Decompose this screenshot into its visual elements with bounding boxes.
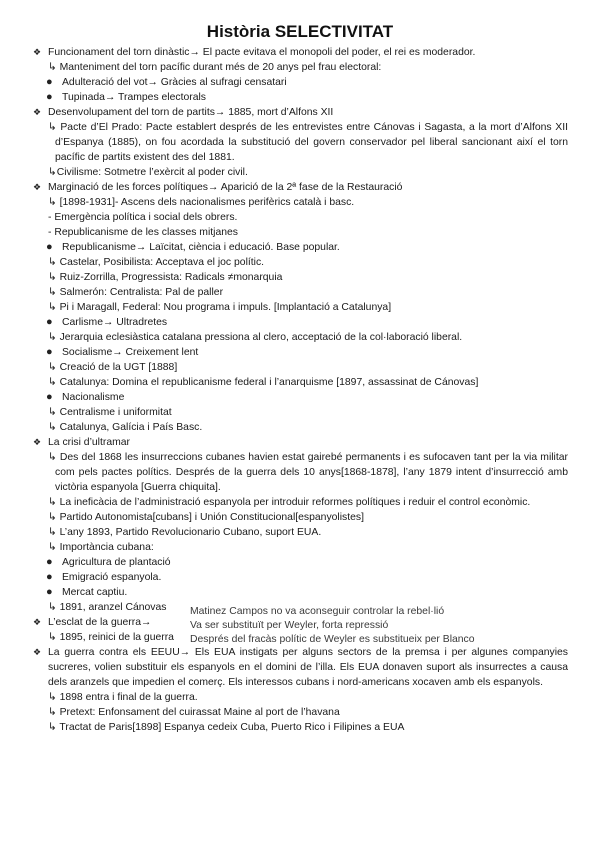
list-item: ↳ Salmerón: Centralista: Pal de paller: [48, 287, 224, 298]
list-item: ↳ L’any 1893, Partido Revolucionario Cubano, suport EUA.: [48, 527, 322, 538]
diamond-bullet-icon: ❖: [33, 47, 42, 57]
list-item: ↳ 1898 entra i final de la guerra.: [48, 692, 198, 703]
dot-bullet-icon: ●: [46, 76, 53, 88]
diamond-bullet-icon: ❖: [33, 107, 42, 117]
list-item: ❖ Desenvolupament del torn de partits→ 1885, mort d’Alfons XII: [33, 107, 334, 118]
list-item: ● Socialisme→ Creixement lent: [46, 346, 199, 358]
list-item: ❖ La crisi d’ultramar: [33, 437, 130, 448]
side-note-line: Després del fracàs polític de Weyler es substitueix per Blanco: [190, 634, 475, 645]
list-item: ↳ Manteniment del torn pacífic durant més de 20 anys pel frau electoral:: [48, 62, 382, 73]
list-item: ● Tupinada→ Trampes electorals: [46, 91, 206, 103]
diamond-bullet-icon: ❖: [33, 647, 42, 657]
list-item: ↳ Jerarquia eclesiàstica catalana pressiona al clero, acceptació de la col·laboració liberal.: [48, 332, 463, 343]
diamond-bullet-icon: ❖: [33, 617, 42, 627]
list-item: - Emergència política i social dels obrers.: [48, 212, 238, 223]
list-item: ↳ [1898-1931]- Ascens dels nacionalismes perifèrics català i basc.: [48, 197, 355, 208]
list-item: ↳ Catalunya, Galícia i País Basc.: [48, 422, 203, 433]
list-item: ● Republicanisme→ Laïcitat, ciència i educació. Base popular.: [46, 241, 340, 253]
list-item: ↳ Pi i Maragall, Federal: Nou programa i impuls. [Implantació a Catalunya]: [48, 302, 392, 313]
list-item: ❖ La guerra contra els EEUU→ Els EUA instigats per alguns sectors de la premsa i per algunes companyies sucreres, volien substituir els espanyols en el domini de l’illa. Els EUA donaven suport als insurrectes a causa dels aranzels que impedien el comerç. Els interessos cubans i nord-americans xocaven amb els espanyols.: [33, 647, 568, 688]
list-item: ↳ Partido Autonomista[cubans] i Unión Constitucional[espanyolistes]: [48, 512, 364, 523]
dot-bullet-icon: ●: [46, 586, 53, 598]
dot-bullet-icon: ●: [46, 556, 53, 568]
list-item: ↳ Centralisme i uniformitat: [48, 407, 172, 418]
dot-bullet-icon: ●: [46, 241, 53, 253]
list-item: ↳Civilisme: Sotmetre l’exèrcit al poder civil.: [48, 167, 248, 178]
list-item: ↳ 1891, aranzel Cánovas: [48, 602, 167, 613]
diamond-bullet-icon: ❖: [33, 182, 42, 192]
list-item: ❖ Marginació de les forces polítiques→ Aparició de la 2ª fase de la Restauració: [33, 182, 403, 193]
list-item: ● Nacionalisme: [46, 391, 125, 403]
list-item: ● Adulteració del vot→ Gràcies al sufragi censatari: [46, 76, 287, 88]
side-note: [190, 605, 520, 647]
list-item: ❖ Funcionament del torn dinàstic→ El pacte evitava el monopoli del poder, el rei es moderador.: [33, 47, 476, 58]
diamond-bullet-icon: ❖: [33, 437, 42, 447]
page-title: Història SELECTIVITAT: [206, 22, 394, 41]
list-item: ↳ Ruiz-Zorrilla, Progressista: Radicals ≠monarquia: [48, 272, 283, 283]
list-item: ● Carlisme→ Ultradretes: [46, 316, 168, 328]
list-item: ❖ L’esclat de la guerra→: [33, 617, 152, 628]
list-item: ↳ Importància cubana:: [48, 542, 154, 553]
list-item: - Republicanisme de les classes mitjanes: [48, 227, 238, 238]
list-item: ↳ Des del 1868 les insurreccions cubanes havien estat gairebé permanents i es sufocaven tant per la via militar com pels pactes polítics. Després de la guerra dels 10 anys[1868-1878], l’any 1879 intent d’insurrecció amb victòria espanyola [Guerra chiquita].: [48, 452, 568, 493]
list-item: ↳ Castelar, Posibilista: Acceptava el joc polític.: [48, 257, 265, 268]
list-item: ↳ La ineficàcia de l’administració espanyola per introduir reformes polítiques i reduir el control econòmic.: [48, 497, 531, 508]
list-item: ● Mercat captiu.: [46, 586, 128, 598]
list-item: ↳ Pretext: Enfonsament del cuirassat Maine al port de l’havana: [48, 707, 340, 718]
list-item: ↳ Catalunya: Domina el republicanisme federal i l’anarquisme [1897, assassinat de Cánovas]: [48, 377, 479, 388]
list-item: ↳ Creació de la UGT [1888]: [48, 362, 178, 373]
dot-bullet-icon: ●: [46, 571, 53, 583]
side-note-line: Va ser substituït per Weyler, forta repressió: [190, 620, 389, 631]
dot-bullet-icon: ●: [46, 391, 53, 403]
list-item: ↳ 1895, reinici de la guerra: [48, 632, 174, 643]
side-note-line: Matinez Campos no va aconseguir controlar la rebel·lió: [190, 606, 445, 617]
dot-bullet-icon: ●: [46, 346, 53, 358]
dot-bullet-icon: ●: [46, 91, 53, 103]
list-item: ↳ Pacte d’El Prado: Pacte establert després de les entrevistes entre Cánovas i Sagasta, a la mort d’Alfons XII d’Espanya (1885), on fou acordada la substitució del govern conservador pel liberal sancionant així el torn pacífic de partits existent des del 1881.: [48, 122, 568, 163]
list-item: ● Emigració espanyola.: [46, 571, 162, 583]
list-item: ↳ Tractat de Paris[1898] Espanya cedeix Cuba, Puerto Rico i Filipines a EUA: [48, 722, 405, 733]
dot-bullet-icon: ●: [46, 316, 53, 328]
list-item: ● Agricultura de plantació: [46, 556, 171, 568]
